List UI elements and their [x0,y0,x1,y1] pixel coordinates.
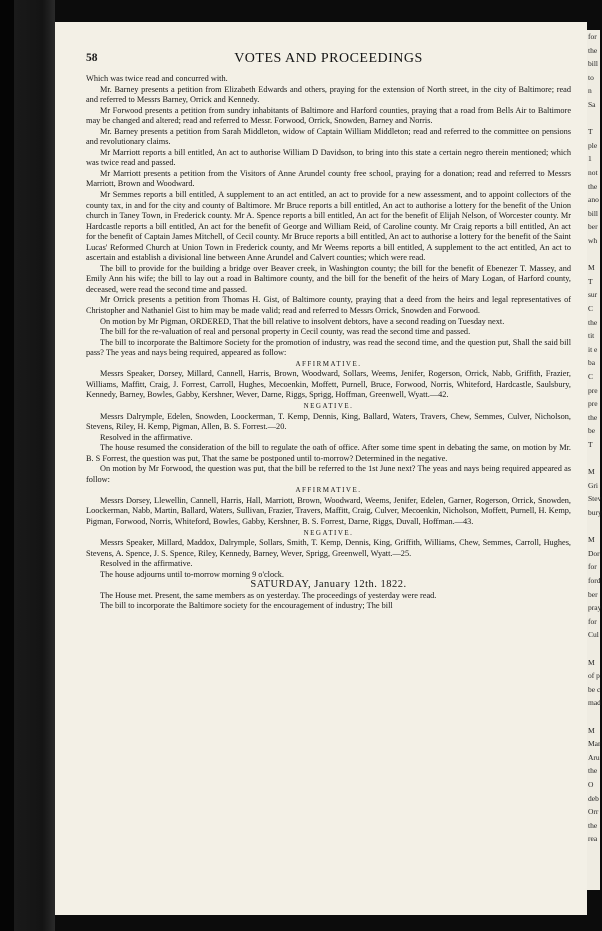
adjacent-page-fragment: O [588,780,594,789]
adjacent-page-fragment: pre [588,399,598,409]
paragraph: The bill to provide for the building a bridge over Beaver creek, in Washington county; the bill for the benefit of Ebenezer T. Massey, and Emily Ann his wife; the bill to lay out a road in Baltimore county, and the bill for the benefit of the heirs of Mary Logan, of Harford county, deceased, were read the second time and passed. [86,263,571,294]
adjacent-page-fragment: Mar [588,739,601,749]
adjacent-page-fragment: the [588,412,598,422]
vote2-result: Resolved in the affirmative. [100,559,193,569]
adjacent-page-fragment: Cul [588,630,599,640]
adjourn-line: The house adjourns until to-morrow morning 9 o'clock. [100,569,284,579]
vote1-negative-names: Messrs Dalrymple, Edelen, Snowden, Loockerman, T. Kemp, Dennis, King, Ballard, Waters, Travers, Chew, Semmes, Culver, Nicholson, Stevens, Riley, H. Kemp, Pigman, Allen, B. S. Forrest.—20. [86,411,571,432]
adjacent-page-fragment: ple [588,140,598,150]
adjacent-page-fragment: tit [588,331,595,341]
adjacent-page-fragment: be c [588,684,601,694]
adjacent-page-fragment: C [588,372,594,381]
adjacent-page-fragment: Gri [588,480,598,490]
adjacent-page-fragment: M [588,725,595,735]
adjacent-page-fragment: not [588,168,598,177]
scan-border-bottom-right [587,890,600,931]
adjacent-page-fragment: be [588,426,596,436]
adjacent-page-fragment: n [588,86,592,96]
adjacent-page-fragment: T [588,127,593,137]
adjacent-page-fragment: T [588,276,593,286]
binding-gutter [14,0,55,931]
adjacent-page-fragment: the [588,820,598,830]
paragraph: On motion by Mr Pigman, ORDERED, That the bill relative to insolvent debtors, have a second reading on Tuesday next. [100,316,505,326]
vote2-negative-heading: NEGATIVE. [303,528,354,537]
paragraph: The bill to incorporate the Baltimore society for the encouragement of industry; The bill [100,601,393,611]
adjacent-page-fragment: sur [588,290,598,300]
scan-border-top-right [587,0,600,30]
paragraph: Mr Orrick presents a petition from Thomas H. Gist, of Baltimore county, praying that a deed from the heirs and legal representatives of Christopher and Nathaniel Gist to him may be made valid; read and referred to Messrs Orrick, Snowden and Forwood. [86,295,571,316]
adjacent-page-fragment: the [588,766,598,776]
vote1-negative-heading: NEGATIVE. [303,401,354,410]
vote2-negative-names: Messrs Speaker, Millard, Maddox, Dalrymple, Sollars, Smith, T. Kemp, Dennis, King, Griffith, Williams, Chew, Semmes, Carroll, Hughes, Stevens, A. Spence, J. S. Spence, Riley, Kennedy, Barney, Wever, Sprigg, Greenwell, Wyatt.—25. [86,538,571,558]
adjacent-page-fragment: the [588,317,598,327]
paragraph: Mr Marriott reports a bill entitled, An act to authorise William D Davidson, to bring into this state a certain negro therein mentioned; which was twice read and passed. [86,147,571,168]
date-heading: SATURDAY, January 12th. 1822. [250,579,407,591]
vote1-result: Resolved in the affirmative. [100,432,193,442]
adjacent-page-fragment: ber [588,589,598,599]
paragraph: On motion by Mr Forwood, the question was put, that the bill be referred to the 1st June next? The yeas and nays being required appeared as follow: [86,464,571,484]
paragraph: Mr Forwood presents a petition from sundry inhabitants of Baltimore and Harford counties, praying that a road from Bells Air to Baltimore may be changed and altered; read and referred to Messr. Forwood, Orrick, Snowden, Barney and Norris. [86,105,571,126]
adjacent-page-fragment: Sa [588,100,596,109]
adjacent-page-fragment: mad [588,698,601,708]
adjacent-page-fragment: C [588,304,594,313]
vote1-affirmative-heading: AFFIRMATIVE. [295,359,362,368]
paragraph: Mr. Barney presents a petition from Sarah Middleton, widow of Captain William Middleton; read and referred to the committee on pensions and revolutionary claims. [86,126,571,147]
adjacent-page-fragment: of p [588,671,600,681]
adjacent-page-fragment: M [588,535,595,545]
adjacent-page-fragment: rea [588,834,598,844]
page-content [86,52,571,612]
adjacent-page-fragment: T [588,440,593,449]
paragraph: Mr. Barney presents a petition from Elizabeth Edwards and others, praying for the extension of North street, in the city of Baltimore; read and referred to Messrs Barney, Orrick and Kennedy. [86,84,571,105]
adjacent-page-fragment: ford [588,576,601,585]
adjacent-page-fragment: 1 [588,154,592,164]
paragraph: The House met. Present, the same members as on yesterday. The proceedings of yesterday were read. [100,590,437,600]
adjacent-page-fragment: to [588,72,594,82]
adjacent-page-fragment: deb [588,793,599,803]
adjacent-page-fragment: M [588,263,595,273]
adjacent-page-fragment: for [588,562,597,572]
adjacent-page-fragment: bury [588,508,602,517]
adjacent-page-fragment: wh [588,236,598,245]
adjacent-page-fragment: M [588,467,595,477]
adjacent-page-fragment: bill [588,208,599,218]
adjacent-page-fragment: for [588,616,597,626]
adjacent-page-fragment: it e [588,344,598,354]
adjacent-page-fragment: pre [588,385,598,395]
adjacent-page-fragment: bill [588,59,599,69]
adjacent-page-fragment: for [588,32,597,41]
paragraph: Mr Marriott presents a petition from the Visitors of Anne Arundel county free school, praying for a donation; read and referred to Messrs Marriott, Brown and Woodward. [86,168,571,189]
adjacent-page-fragment: Orr [588,807,599,817]
adjacent-page-fragment: ber [588,222,598,232]
vote2-affirmative-names: Messrs Dorsey, Llewellin, Cannell, Harris, Hall, Marriott, Brown, Woodward, Weems, Jenifer, Edelen, Garner, Rogerson, Orrick, Snowden, Loockerman, Nabb, Martin, Ballard, Waters, Sullivan, Frazier, Travers, Maffitt, Craig, Culver, Mecoenkin, Nicholson, Moffett, Purnell, H. Kemp, Pigman, Forwood, Norris, Whiteford, Bowles, Gabby, Kershner, B. S. Forrest, Darne, Riggs, Duvall, Hoffman.—43. [86,495,571,526]
adjacent-page-fragment: Stev [588,494,602,504]
paragraph: The house resumed the consideration of the bill to regulate the oath of office. After some time spent in debating the same, on motion by Mr. B. S Forrest, the question was put, That the same be postponed until to-morrow? Determined in the negative. [86,443,571,463]
paragraph: The bill for the re-valuation of real and personal property in Cecil county, was read the second time and passed. [100,327,471,337]
adjacent-page-fragment: Dor [588,548,600,558]
body-text [86,74,571,612]
adjacent-page-fragment: the [588,181,598,191]
binding-shadow [0,0,14,931]
page-number: 58 [86,52,98,64]
adjacent-page-fragment: ba [588,358,596,368]
paragraph: The bill to incorporate the Baltimore Society for the promotion of industry, was read the second time, and the question put, Shall the said bill pass? The yeas and nays being required, appeared as follow: [86,337,571,358]
vote2-affirmative-heading: AFFIRMATIVE. [295,486,362,495]
adjacent-page-fragment: M [588,657,595,667]
adjacent-page-fragment: the [588,45,598,55]
adjacent-page-fragment: Aru [588,752,600,762]
adjacent-page-fragment: pray [588,603,602,613]
running-head: VOTES AND PROCEEDINGS [234,51,423,66]
paragraph: Mr Semmes reports a bill entitled, A supplement to an act entitled, an act to provide for a new assessment, and to appoint collectors of the county tax, in and for the city and county of Baltimore. Mr Bruce reports a bill entitled, An act to authorise a lottery for the benefit of the Union church in Taney Town, in Frederick county. Mr A. Spence reports a bill entitled, An act for the benefit of Elijah Nelson, of Worcester county. Mr Hardcastle reports a bill entitled, An act for the benefit of George and William Reid, of Caroline county. Mr Craig reports a bill entitled, An act for the benefit of Captain James Mitchell, of Cecil county. Mr Bruce reports a bill entitled, An act to authorise a lottery for the benefit of the Saint Lucas' Reformed Church at Union Town in Frederick county, and Mr Weems reports a bill entitled, A supplement to the act entitled, An act to ascertain and establish a divisional line between Anne Arundel and Calvert counties; which were read. [86,190,571,263]
vote1-affirmative-names: Messrs Speaker, Dorsey, Millard, Cannell, Harris, Brown, Woodward, Sollars, Weems, Jenifer, Rogerson, Orrick, Nabb, Griffith, Frazier, Williams, Maffitt, Craig, J. Forrest, Carroll, Hughes, Mecoenkin, Moffett, Purnell, Bruce, Forwood, Norris, Whiteford, Hardcastle, Saulsbury, Kennedy, Barney, Bowles, Gabby, Kershner, Wever, Darne, Riggs, Sprigg, Hoffman, Greenwell, Wyatt.—42. [86,369,571,400]
paragraph: Which was twice read and concurred with. [86,74,228,83]
adjacent-page-fragment: ano [588,195,599,205]
adjacent-page-edge [587,30,600,890]
page-header [86,52,571,74]
document-page [55,22,587,915]
